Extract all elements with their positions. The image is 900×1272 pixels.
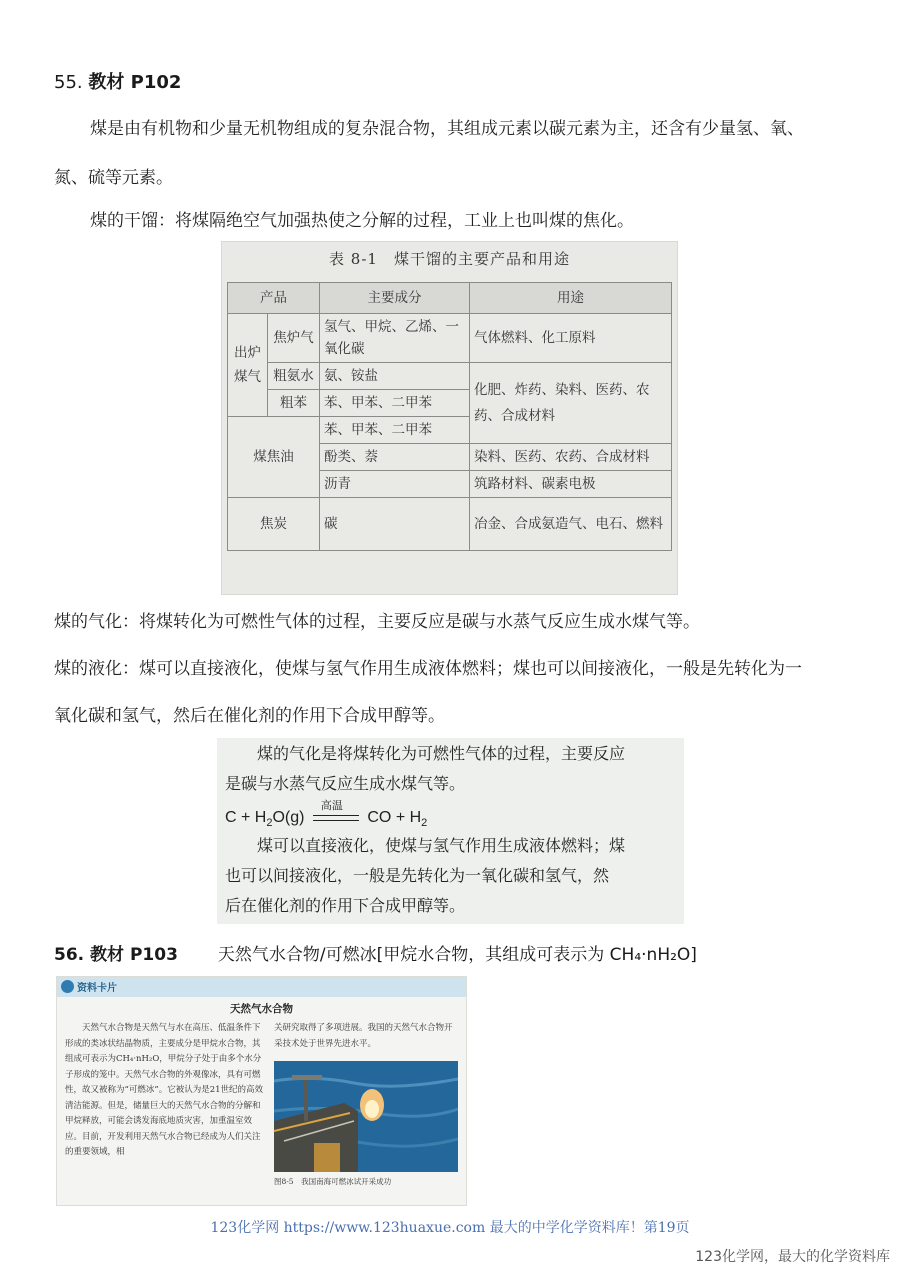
group-furnace-gas: 出炉煤气: [228, 314, 268, 417]
coal-distillation-table-figure: [221, 241, 678, 595]
comp-crude-benzene: 苯、甲苯、二甲苯: [320, 390, 470, 417]
reaction-equation: [225, 798, 428, 833]
use-coke: 冶金、合成氨造气、电石、燃料: [470, 498, 672, 551]
coal-gasification-text: 煤的气化：将煤转化为可燃性气体的过程，主要反应是碳与水蒸气反应生成水煤气等。: [54, 612, 700, 632]
header-use: 用途: [470, 283, 672, 314]
coal-definition-line2: 氮、硫等元素。: [54, 168, 173, 188]
excerpt-line5: 后在催化剂的作用下合成甲醇等。: [225, 896, 466, 915]
use-ammonia-benzene: 化肥、炸药、染料、医药、农药、合成材料: [470, 363, 672, 444]
coal-definition-line1: 煤是由有机物和少量无机物组成的复杂混合物，其组成元素以碳元素为主，还含有少量氢、氧、: [90, 119, 804, 139]
comp-tar-benzene: 苯、甲苯、二甲苯: [320, 417, 470, 444]
use-phenols: 染料、医药、农药、合成材料: [470, 444, 672, 471]
data-card-header: [57, 977, 466, 997]
group-coal-tar: 煤焦油: [228, 417, 320, 498]
excerpt-line2: 是碳与水蒸气反应生成水煤气等。: [225, 774, 466, 793]
coal-liquefaction-line1: 煤的液化：煤可以直接液化，使煤与氢气作用生成液体燃料；煤也可以间接液化，一般是先转化为一: [54, 659, 802, 679]
table-header-row: [228, 283, 672, 314]
header-product: 产品: [228, 283, 320, 314]
data-card-tag: 资料卡片: [77, 983, 117, 994]
sub-crude-benzene: 粗苯: [268, 390, 320, 417]
table-row: [228, 314, 672, 363]
section-56-heading: [54, 940, 697, 965]
ocean-platform-icon: [274, 1061, 458, 1172]
section-56-text: 天然气水合物/可燃冰[甲烷水合物，其组成可表示为 CH₄·nH₂O]: [217, 945, 697, 965]
table-row: [228, 498, 672, 551]
eq-sub2: 2: [421, 817, 428, 830]
section-55-number: 55.: [54, 72, 89, 93]
coal-distillation-text: 煤的干馏：将煤隔绝空气加强热使之分解的过程，工业上也叫煤的焦化。: [90, 211, 634, 231]
coal-liquefaction-line2: 氧化碳和氢气，然后在催化剂的作用下合成甲醇等。: [54, 706, 445, 726]
eq-left: C + H: [225, 809, 267, 826]
use-coke-oven-gas: 气体燃料、化工原料: [470, 314, 672, 363]
eq-condition: 高温: [320, 798, 343, 812]
section-55-title: 教材 P102: [88, 72, 182, 93]
gas-hydrate-platform-photo: [274, 1061, 458, 1172]
site-watermark: 123化学网，最大的化学资料库: [695, 1249, 890, 1265]
group-coke: 焦炭: [228, 498, 320, 551]
eq-right: CO + H: [367, 809, 422, 826]
comp-carbon: 碳: [320, 498, 470, 551]
section-56-title: 56. 教材 P103: [54, 945, 178, 965]
comp-crude-ammonia: 氨、铵盐: [320, 363, 470, 390]
comp-phenols: 酚类、萘: [320, 444, 470, 471]
excerpt-line3: 煤可以直接液化，使煤与氢气作用生成液体燃料；煤: [257, 836, 626, 855]
photo-caption: 图8-5 我国南海可燃冰试开采成功: [274, 1177, 392, 1186]
sub-coke-oven-gas: 焦炉气: [268, 314, 320, 363]
coal-products-table: [227, 282, 672, 551]
eq-mid: O(g): [272, 809, 305, 826]
data-card-left-text: 天然气水合物是天然气与水在高压、低温条件下形成的类冰状结晶物质，主要成分是甲烷水合物，其组成可表示为CH₄·nH₂O，甲烷分子处于由多个水分子形成的笼中。天然气水合物的外观像冰，具有可燃性，故又被称为“可燃冰”。它被认为是21世纪的高效清洁能源。但是，储量巨大的天然气水合物的分解和甲烷释放，可能会诱发海底地质灾害，加重温室效应。目前，开发利用天然气水合物已经成为人们关注的重要领域，相: [65, 1023, 263, 1157]
data-card-figure: [56, 976, 467, 1206]
table-row: [228, 363, 672, 390]
eq-arrow: [313, 798, 359, 824]
header-composition: 主要成分: [320, 283, 470, 314]
comp-coke-oven-gas: 氢气、甲烷、乙烯、一氧化碳: [320, 314, 470, 363]
table-caption: 表 8-1 煤干馏的主要产品和用途: [329, 250, 570, 268]
info-icon: [61, 980, 74, 993]
eq-sub1: 2: [266, 817, 273, 830]
sub-crude-ammonia: 粗氨水: [268, 363, 320, 390]
section-55-heading: [54, 68, 181, 94]
excerpt-line1: 煤的气化是将煤转化为可燃性气体的过程，主要反应: [257, 744, 626, 763]
excerpt-line4: 也可以间接液化，一般是先转化为一氧化碳和氢气，然: [225, 866, 610, 885]
data-card-right-text: 关研究取得了多项进展。我国的天然气水合物开采技术处于世界先进水平。: [274, 1023, 453, 1049]
page-footer: 123化学网 https://www.123huaxue.com 最大的中学化学资料库！第19页: [210, 1220, 690, 1236]
textbook-excerpt-figure: [217, 738, 684, 924]
comp-asphalt: 沥青: [320, 471, 470, 498]
data-card-title: 天然气水合物: [230, 1003, 293, 1015]
use-asphalt: 筑路材料、碳素电极: [470, 471, 672, 498]
